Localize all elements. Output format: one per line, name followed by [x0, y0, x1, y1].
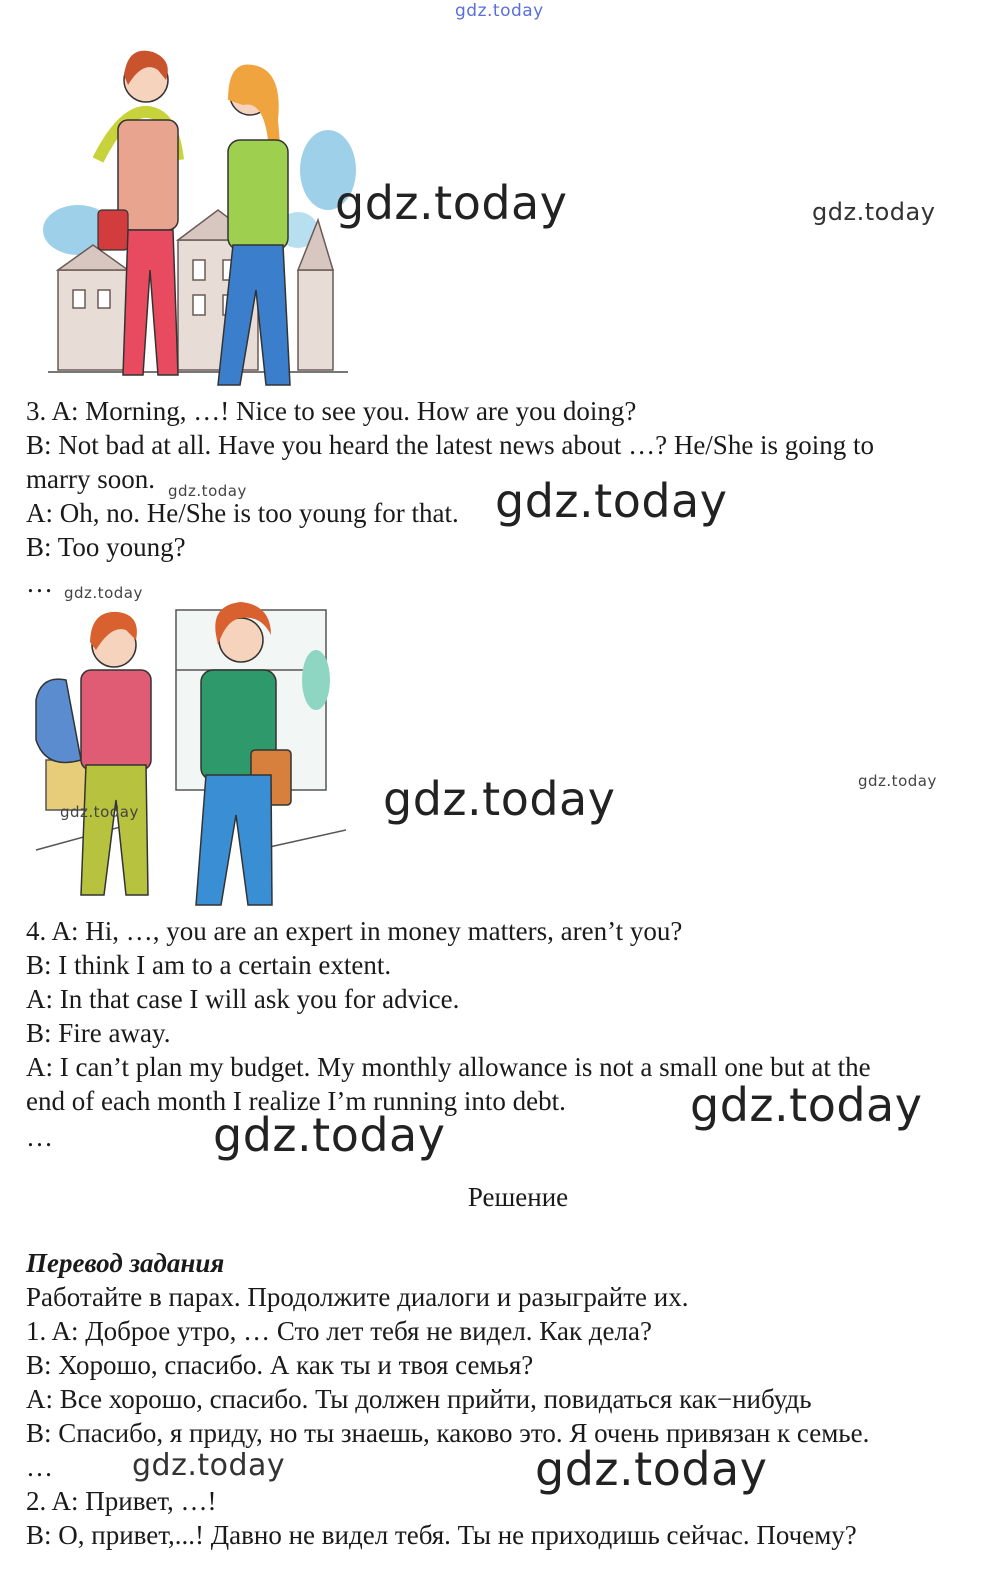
dialog4-line1: 4. A: Hi, …, you are an expert in money matters, aren’t you? [26, 916, 683, 946]
watermark: gdz.today [168, 482, 247, 500]
solution-line: 2. A: Привет, …! [26, 1486, 217, 1516]
watermark: gdz.today [64, 584, 143, 602]
dialog3-line5: B: Too young? [26, 532, 186, 562]
dialog4-line6: end of each month I realize I’m running into debt. [26, 1086, 566, 1116]
solution-line: … [26, 1452, 53, 1482]
watermark: gdz.today [335, 176, 568, 230]
watermark: gdz.today [812, 198, 936, 226]
boy-left [36, 612, 151, 895]
dialog3-line4: A: Oh, no. He/She is too young for that. [26, 498, 459, 528]
watermark-top: gdz.today [455, 1, 544, 21]
illustration-two-girls [28, 40, 358, 390]
dialog3-line2: B: Not bad at all. Have you heard the latest news about …? He/She is going to [26, 430, 875, 460]
illustration-two-boys [26, 600, 346, 912]
dialog4-ellipsis: … [26, 1122, 53, 1152]
watermark: gdz.today [132, 1448, 286, 1483]
dialog4-line2: B: I think I am to a certain extent. [26, 950, 392, 980]
solution-line: B: Спасибо, я приду, но ты знаешь, каково это. Я очень привязан к семье. [26, 1418, 870, 1448]
watermark: gdz.today [495, 474, 728, 528]
solution-line: A: Все хорошо, спасибо. Ты должен прийти, повидаться как−нибудь [26, 1384, 812, 1414]
solution-instruction: Работайте в парах. Продолжите диалоги и разыграйте их. [26, 1282, 689, 1312]
solution-line: B: О, привет,...! Давно не видел тебя. Ты не приходишь сейчас. Почему? [26, 1520, 857, 1550]
watermark: gdz.today [535, 1442, 768, 1496]
dialog3-ellipsis: … [26, 568, 53, 598]
dialog4-line5: A: I can’t plan my budget. My monthly allowance is not a small one but at the [26, 1052, 871, 1082]
solution-line: 1. A: Доброе утро, … Сто лет тебя не видел. Как дела? [26, 1316, 652, 1346]
dialog3-line3: marry soon. [26, 464, 155, 494]
watermark: gdz.today [213, 1108, 446, 1162]
watermark: gdz.today [858, 772, 937, 790]
dialog3-line1: 3. A: Morning, …! Nice to see you. How are you doing? [26, 396, 637, 426]
solution-title: Решение [467, 1182, 569, 1212]
watermark: gdz.today [383, 772, 616, 826]
watermark: gdz.today [690, 1078, 923, 1132]
dialog4-line3: A: In that case I will ask you for advice. [26, 984, 460, 1014]
watermark: gdz.today [60, 803, 139, 821]
solution-line: B: Хорошо, спасибо. А как ты и твоя семья? [26, 1350, 534, 1380]
solution-heading: Перевод задания [26, 1248, 225, 1278]
dialog4-line4: B: Fire away. [26, 1018, 171, 1048]
